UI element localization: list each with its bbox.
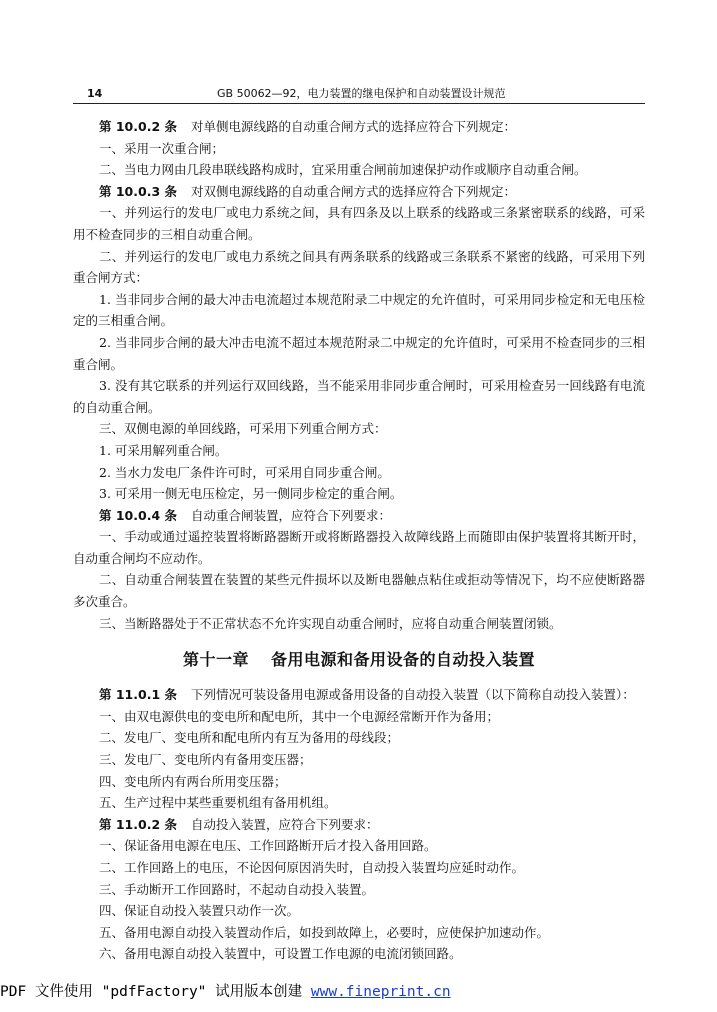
chapter-title: 备用电源和备用设备的自动投入装置 (271, 650, 536, 670)
article-10-0-2: 第 10.0.2 条 对单侧电源线路的自动重合闸方式的选择应符合下列规定： (99, 119, 517, 134)
list-item: 一、采用一次重合闸； (99, 140, 225, 156)
list-item: 五、生产过程中某些重要机组有备用机组。 (99, 795, 337, 811)
list-item: 一、由双电源供电的变电所和配电所，其中一个电源经常断开作为备用； (99, 708, 500, 724)
list-item: 三、发电厂、变电所内有备用变压器； (99, 752, 312, 768)
list-item: 3. 可采用一侧无电压检定，另一侧同步检定的重合闸。 (99, 486, 403, 502)
list-item: 三、双侧电源的单回线路，可采用下列重合闸方式： (99, 421, 387, 437)
list-item: 三、当断路器处于不正常状态不允许实现自动重合闸时，应将自动重合闸装置闭锁。 (99, 615, 562, 631)
article-number: 第 10.0.4 条 (99, 507, 177, 523)
page-number: 14 (87, 87, 103, 100)
list-item: 1. 可采用解列重合闸。 (99, 442, 228, 458)
list-item: 一、并列运行的发电厂或电力系统之间，具有四条及以上联系的线路或三条紧密联系的线路，可采用不检查同步的三相自动重合闸。 (73, 205, 645, 242)
chapter-number: 第十一章 (182, 650, 249, 670)
article-10-0-4: 第 10.0.4 条 自动重合闸装置，应符合下列要求： (99, 507, 392, 523)
list-item: 2. 当水力发电厂条件许可时，可采用自同步重合闸。 (99, 464, 390, 480)
list-item: 四、保证自动投入装置只动作一次。 (99, 903, 300, 919)
list-item: 2. 当非同步合闸的最大冲击电流不超过本规范附录二中规定的允许值时，可采用不检查同步的三相重合闸。 (73, 334, 645, 372)
article-11-0-1: 第 11.0.1 条 下列情况可装设备用电源或备用设备的自动投入装置（以下简称自动投入装置）： (99, 687, 635, 703)
article-number: 第 11.0.2 条 (99, 816, 177, 832)
list-item: 二、发电厂、变电所和配电所内有互为备用的母线段； (99, 730, 400, 746)
article-number: 第 10.0.2 条 (99, 119, 177, 134)
list-item: 三、手动断开工作回路时，不起动自动投入装置。 (99, 881, 375, 897)
list-item: 一、保证备用电源在电压、工作回路断开后才投入备用回路。 (99, 838, 437, 854)
article-10-0-3: 第 10.0.3 条 对双侧电源线路的自动重合闸方式的选择应符合下列规定： (99, 183, 517, 199)
list-item: 二、自动重合闸装置在装置的某些元件损坏以及断电器触点粘住或拒动等情况下，均不应使断路器多次重合。 (73, 572, 645, 610)
list-item: 五、备用电源自动投入装置动作后，如投到故障上，必要时，应使保护加速动作。 (99, 924, 550, 940)
list-item: 1. 当非同步合闸的最大冲击电流超过本规范附录二中规定的允许值时，可采用同步检定和无电压检定的三相重合闸。 (73, 291, 645, 329)
list-item: 二、并列运行的发电厂或电力系统之间具有两条联系的线路或三条联系不紧密的线路，可采用下列重合闸方式： (73, 248, 645, 286)
list-item: 二、当电力网由几段串联线路构成时，宜采用重合闸前加速保护动作或顺序自动重合闸。 (99, 162, 587, 178)
pdf-watermark-footer (0, 980, 451, 1001)
list-item: 四、变电所内有两台所用变压器； (99, 773, 287, 789)
standard-title: GB 50062—92，电力装置的继电保护和自动装置设计规范 (217, 87, 506, 100)
article-number: 第 11.0.1 条 (99, 687, 177, 703)
list-item: 一、手动或通过遥控装置将断路器断开或将断路器投入故障线路上而随即由保护装置将其断开时，自动重合闸均不应动作。 (73, 529, 645, 566)
article-11-0-2: 第 11.0.2 条 自动投入装置，应符合下列要求： (99, 816, 379, 832)
running-header (73, 85, 645, 104)
list-item: 3. 没有其它联系的并列运行双回线路，当不能采用非同步重合闸时，可采用检查另一回线路有电流的自动重合闸。 (73, 378, 645, 415)
list-item: 六、备用电源自动投入装置中，可设置工作电源的电流闭锁回路。 (99, 946, 462, 962)
article-number: 第 10.0.3 条 (99, 183, 177, 199)
fineprint-link[interactable]: www.fineprint.cn (310, 984, 451, 1000)
footer-text: PDF 文件使用 "pdfFactory" 试用版本创建 (0, 984, 311, 1000)
chapter-heading (73, 648, 645, 672)
page-body (73, 116, 645, 965)
list-item: 二、工作回路上的电压，不论因何原因消失时，自动投入装置均应延时动作。 (99, 860, 525, 875)
